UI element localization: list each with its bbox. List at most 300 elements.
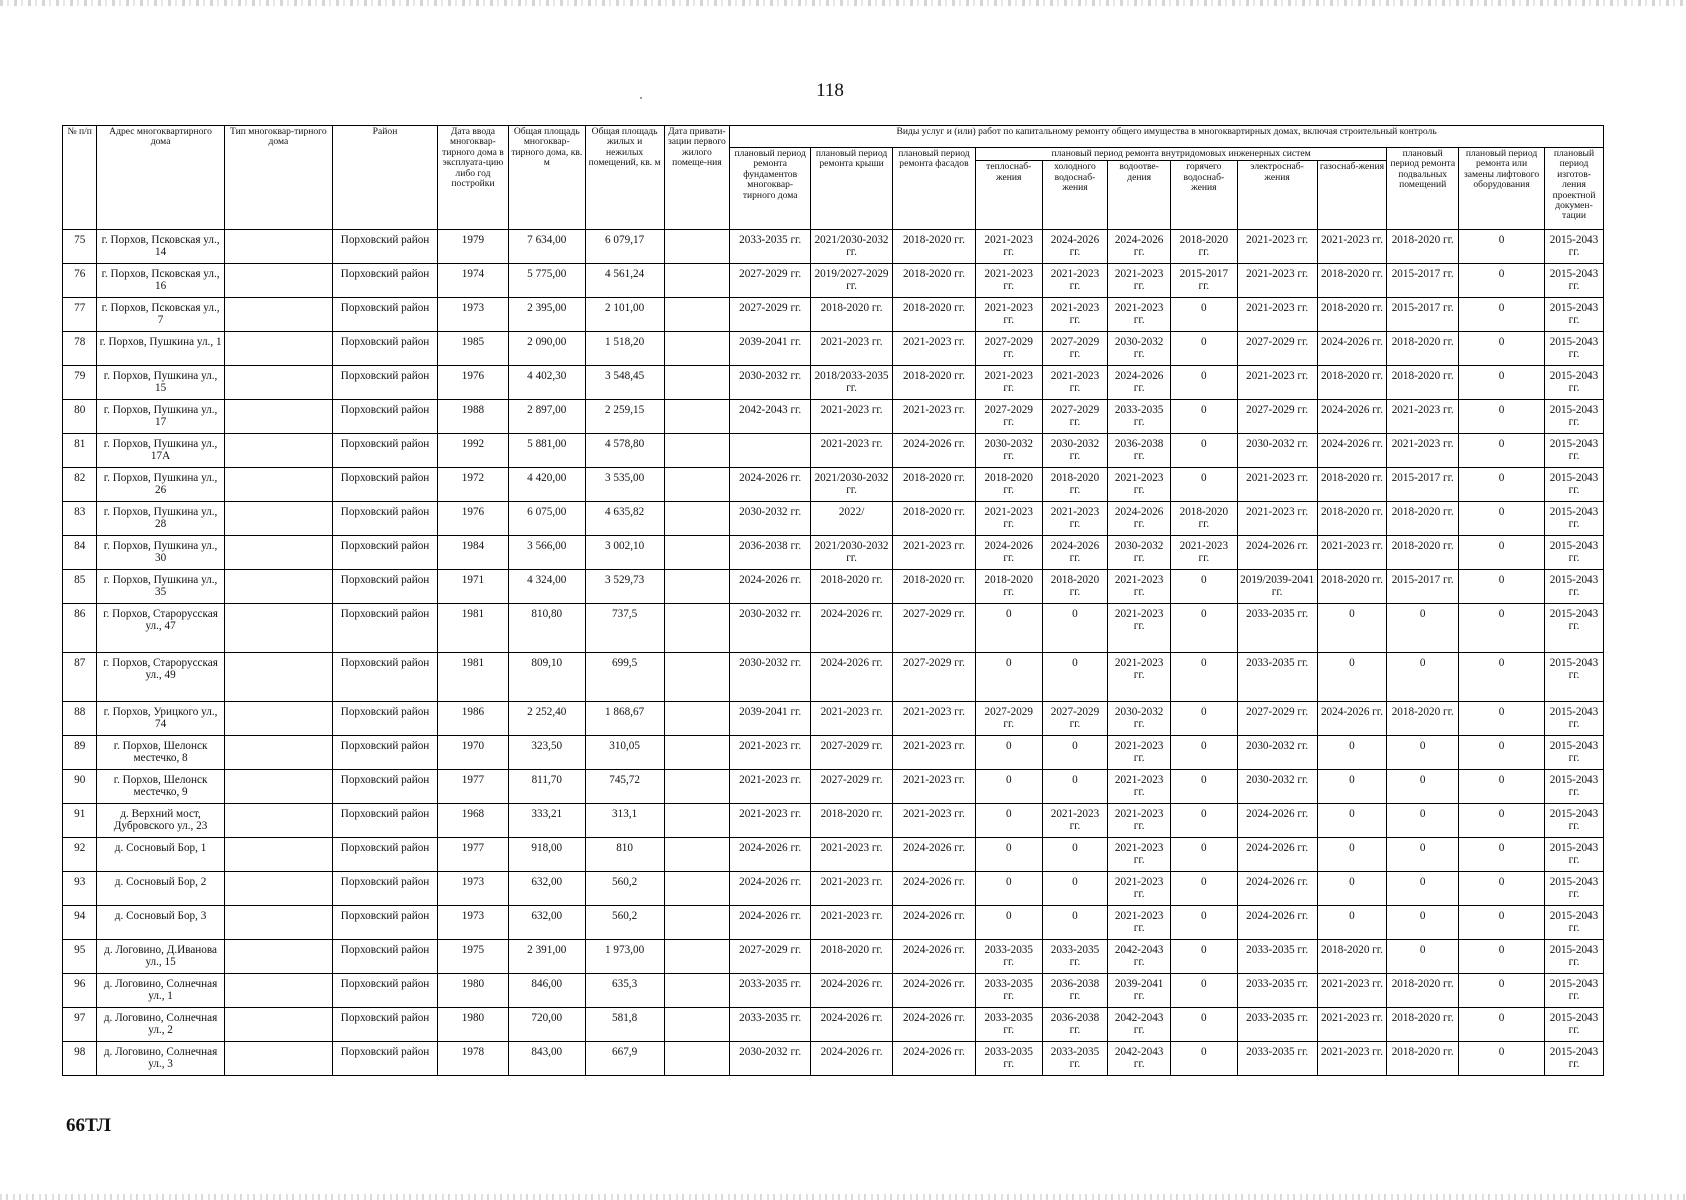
row-gas: 2024-2026 гг.	[1317, 702, 1387, 736]
row-heat: 2033-2035 гг.	[975, 1008, 1042, 1042]
row-privatization	[664, 872, 730, 906]
row-elevator: 0	[1459, 604, 1545, 653]
row-living-area: 3 002,10	[585, 536, 664, 570]
row-basement: 2018-2020 гг.	[1387, 1008, 1459, 1042]
row-total-area: 846,00	[508, 974, 585, 1008]
row-district: Порховский район	[332, 400, 437, 434]
row-roof: 2018-2020 гг.	[811, 298, 893, 332]
row-electric: 2024-2026 гг.	[1237, 536, 1317, 570]
row-elevator: 0	[1459, 468, 1545, 502]
row-design-docs: 2015-2043 гг.	[1545, 502, 1604, 536]
row-cold-water: 2036-2038 гг.	[1042, 974, 1108, 1008]
row-total-area: 843,00	[508, 1042, 585, 1076]
row-privatization	[664, 502, 730, 536]
row-foundation: 2024-2026 гг.	[730, 570, 811, 604]
row-total-area: 5 775,00	[508, 264, 585, 298]
col-foundation: плановый период ремонта фундаментов многоквар-тирного дома	[730, 148, 811, 230]
row-drainage: 2039-2041 гг.	[1108, 974, 1171, 1008]
row-privatization	[664, 468, 730, 502]
row-design-docs: 2015-2043 гг.	[1545, 570, 1604, 604]
row-basement: 2015-2017 гг.	[1387, 264, 1459, 298]
row-gas: 2018-2020 гг.	[1317, 264, 1387, 298]
table-header	[63, 126, 1604, 230]
row-drainage: 2021-2023 гг.	[1108, 298, 1171, 332]
row-cold-water: 2021-2023 гг.	[1042, 804, 1108, 838]
row-elevator: 0	[1459, 298, 1545, 332]
row-district: Порховский район	[332, 702, 437, 736]
row-total-area: 632,00	[508, 872, 585, 906]
row-gas: 2018-2020 гг.	[1317, 468, 1387, 502]
row-foundation: 2024-2026 гг.	[730, 872, 811, 906]
row-number: 95	[63, 940, 97, 974]
row-elevator: 0	[1459, 770, 1545, 804]
row-living-area: 667,9	[585, 1042, 664, 1076]
row-drainage: 2021-2023 гг.	[1108, 872, 1171, 906]
row-basement: 0	[1387, 804, 1459, 838]
row-number: 85	[63, 570, 97, 604]
row-electric: 2024-2026 гг.	[1237, 872, 1317, 906]
scan-noise-bottom	[0, 1194, 1686, 1200]
col-address: Адрес многоквартирного дома	[97, 126, 224, 230]
row-facade: 2021-2023 гг.	[893, 332, 976, 366]
col-total-area: Общая площадь многоквар-тирного дома, кв. м	[508, 126, 585, 230]
row-district: Порховский район	[332, 604, 437, 653]
row-elevator: 0	[1459, 974, 1545, 1008]
row-drainage: 2021-2023 гг.	[1108, 264, 1171, 298]
col-facade: плановый период ремонта фасадов	[893, 148, 976, 230]
row-foundation: 2024-2026 гг.	[730, 906, 811, 940]
row-basement: 0	[1387, 736, 1459, 770]
row-total-area: 4 324,00	[508, 570, 585, 604]
row-privatization	[664, 702, 730, 736]
row-electric: 2027-2029 гг.	[1237, 702, 1317, 736]
row-year: 1979	[438, 230, 509, 264]
col-type: Тип многоквар-тирного дома	[224, 126, 332, 230]
col-cold-water: холодного водоснаб-жения	[1042, 161, 1108, 230]
row-hot-water: 0	[1170, 702, 1237, 736]
row-drainage: 2021-2023 гг.	[1108, 736, 1171, 770]
row-electric: 2030-2032 гг.	[1237, 434, 1317, 468]
row-gas: 0	[1317, 804, 1387, 838]
row-district: Порховский район	[332, 570, 437, 604]
row-cold-water: 2027-2029 гг.	[1042, 702, 1108, 736]
row-district: Порховский район	[332, 230, 437, 264]
table-row	[63, 298, 1604, 332]
row-number: 91	[63, 804, 97, 838]
table-row	[63, 906, 1604, 940]
row-design-docs: 2015-2043 гг.	[1545, 838, 1604, 872]
row-total-area: 811,70	[508, 770, 585, 804]
row-type	[224, 1008, 332, 1042]
row-heat: 2027-2029 гг.	[975, 702, 1042, 736]
row-district: Порховский район	[332, 906, 437, 940]
row-total-area: 2 252,40	[508, 702, 585, 736]
row-year: 1973	[438, 906, 509, 940]
row-address: д. Верхний мост, Дубровского ул., 23	[97, 804, 224, 838]
row-hot-water: 0	[1170, 468, 1237, 502]
row-address: г. Порхов, Пушкина ул., 17А	[97, 434, 224, 468]
row-number: 75	[63, 230, 97, 264]
row-design-docs: 2015-2043 гг.	[1545, 230, 1604, 264]
row-living-area: 1 868,67	[585, 702, 664, 736]
row-privatization	[664, 838, 730, 872]
row-privatization	[664, 570, 730, 604]
row-district: Порховский район	[332, 366, 437, 400]
row-basement: 0	[1387, 940, 1459, 974]
row-gas: 2018-2020 гг.	[1317, 298, 1387, 332]
row-design-docs: 2015-2043 гг.	[1545, 974, 1604, 1008]
row-foundation: 2021-2023 гг.	[730, 736, 811, 770]
row-heat: 0	[975, 604, 1042, 653]
scan-noise-top	[0, 0, 1686, 6]
row-cold-water: 2033-2035 гг.	[1042, 1042, 1108, 1076]
row-year: 1973	[438, 298, 509, 332]
row-hot-water: 0	[1170, 770, 1237, 804]
row-elevator: 0	[1459, 940, 1545, 974]
row-heat: 0	[975, 653, 1042, 702]
row-heat: 2033-2035 гг.	[975, 1042, 1042, 1076]
row-district: Порховский район	[332, 264, 437, 298]
row-roof: 2024-2026 гг.	[811, 653, 893, 702]
row-roof: 2021-2023 гг.	[811, 872, 893, 906]
row-electric: 2033-2035 гг.	[1237, 974, 1317, 1008]
row-type	[224, 872, 332, 906]
row-drainage: 2042-2043 гг.	[1108, 1008, 1171, 1042]
row-roof: 2021/2030-2032 гг.	[811, 468, 893, 502]
table-row	[63, 1042, 1604, 1076]
row-elevator: 0	[1459, 264, 1545, 298]
row-cold-water: 2021-2023 гг.	[1042, 502, 1108, 536]
row-drainage: 2024-2026 гг.	[1108, 230, 1171, 264]
row-facade: 2021-2023 гг.	[893, 736, 976, 770]
row-living-area: 635,3	[585, 974, 664, 1008]
row-drainage: 2030-2032 гг.	[1108, 332, 1171, 366]
row-living-area: 1 518,20	[585, 332, 664, 366]
row-drainage: 2021-2023 гг.	[1108, 838, 1171, 872]
row-electric: 2024-2026 гг.	[1237, 906, 1317, 940]
row-roof: 2021-2023 гг.	[811, 906, 893, 940]
row-number: 76	[63, 264, 97, 298]
row-address: г. Порхов, Шелонск местечко, 9	[97, 770, 224, 804]
row-total-area: 2 391,00	[508, 940, 585, 974]
table-row	[63, 604, 1604, 653]
row-gas: 2018-2020 гг.	[1317, 570, 1387, 604]
col-n: № п/п	[63, 126, 97, 230]
table-row	[63, 872, 1604, 906]
row-hot-water: 0	[1170, 736, 1237, 770]
col-electric: электроснаб-жения	[1237, 161, 1317, 230]
row-type	[224, 230, 332, 264]
row-roof: 2022/	[811, 502, 893, 536]
row-type	[224, 502, 332, 536]
row-basement: 0	[1387, 770, 1459, 804]
row-design-docs: 2015-2043 гг.	[1545, 940, 1604, 974]
row-hot-water: 0	[1170, 872, 1237, 906]
table-row	[63, 702, 1604, 736]
row-living-area: 2 101,00	[585, 298, 664, 332]
col-heat: теплоснаб-жения	[975, 161, 1042, 230]
row-year: 1984	[438, 536, 509, 570]
row-gas: 0	[1317, 736, 1387, 770]
row-heat: 2033-2035 гг.	[975, 940, 1042, 974]
row-privatization	[664, 1042, 730, 1076]
table-row	[63, 838, 1604, 872]
row-total-area: 323,50	[508, 736, 585, 770]
row-drainage: 2042-2043 гг.	[1108, 1042, 1171, 1076]
row-basement: 0	[1387, 838, 1459, 872]
row-electric: 2021-2023 гг.	[1237, 298, 1317, 332]
row-electric: 2021-2023 гг.	[1237, 468, 1317, 502]
row-basement: 2018-2020 гг.	[1387, 974, 1459, 1008]
table-row	[63, 400, 1604, 434]
row-total-area: 4 402,30	[508, 366, 585, 400]
row-number: 93	[63, 872, 97, 906]
row-roof: 2024-2026 гг.	[811, 974, 893, 1008]
row-electric: 2024-2026 гг.	[1237, 804, 1317, 838]
row-foundation: 2027-2029 гг.	[730, 298, 811, 332]
row-privatization	[664, 366, 730, 400]
row-year: 1971	[438, 570, 509, 604]
row-gas: 2024-2026 гг.	[1317, 332, 1387, 366]
row-cold-water: 2027-2029 гг.	[1042, 332, 1108, 366]
row-design-docs: 2015-2043 гг.	[1545, 468, 1604, 502]
col-drainage: водоотве-дения	[1108, 161, 1171, 230]
row-number: 96	[63, 974, 97, 1008]
row-total-area: 632,00	[508, 906, 585, 940]
row-district: Порховский район	[332, 502, 437, 536]
row-gas: 2021-2023 гг.	[1317, 1008, 1387, 1042]
row-roof: 2024-2026 гг.	[811, 604, 893, 653]
row-total-area: 4 420,00	[508, 468, 585, 502]
row-privatization	[664, 940, 730, 974]
row-living-area: 4 561,24	[585, 264, 664, 298]
row-electric: 2019/2039-2041 гг.	[1237, 570, 1317, 604]
row-year: 1992	[438, 434, 509, 468]
row-total-area: 2 395,00	[508, 298, 585, 332]
row-basement: 2021-2023 гг.	[1387, 400, 1459, 434]
row-electric: 2033-2035 гг.	[1237, 604, 1317, 653]
row-type	[224, 804, 332, 838]
row-basement: 2018-2020 гг.	[1387, 332, 1459, 366]
row-district: Порховский район	[332, 434, 437, 468]
row-type	[224, 1042, 332, 1076]
row-roof: 2027-2029 гг.	[811, 770, 893, 804]
row-living-area: 1 973,00	[585, 940, 664, 974]
row-facade: 2024-2026 гг.	[893, 1042, 976, 1076]
row-basement: 2018-2020 гг.	[1387, 702, 1459, 736]
row-district: Порховский район	[332, 736, 437, 770]
row-facade: 2024-2026 гг.	[893, 906, 976, 940]
row-roof: 2021-2023 гг.	[811, 434, 893, 468]
table-row	[63, 974, 1604, 1008]
row-elevator: 0	[1459, 332, 1545, 366]
row-electric: 2021-2023 гг.	[1237, 264, 1317, 298]
row-district: Порховский район	[332, 653, 437, 702]
row-district: Порховский район	[332, 468, 437, 502]
col-hot-water: горячего водоснаб-жения	[1170, 161, 1237, 230]
row-drainage: 2030-2032 гг.	[1108, 702, 1171, 736]
row-basement: 2021-2023 гг.	[1387, 434, 1459, 468]
row-facade: 2024-2026 гг.	[893, 434, 976, 468]
row-privatization	[664, 604, 730, 653]
row-electric: 2021-2023 гг.	[1237, 502, 1317, 536]
row-cold-water: 0	[1042, 770, 1108, 804]
row-elevator: 0	[1459, 702, 1545, 736]
row-electric: 2021-2023 гг.	[1237, 366, 1317, 400]
row-privatization	[664, 804, 730, 838]
row-address: д. Логовино, Солнечная ул., 2	[97, 1008, 224, 1042]
row-living-area: 3 535,00	[585, 468, 664, 502]
row-design-docs: 2015-2043 гг.	[1545, 906, 1604, 940]
row-roof: 2021-2023 гг.	[811, 332, 893, 366]
row-basement: 2015-2017 гг.	[1387, 468, 1459, 502]
row-elevator: 0	[1459, 434, 1545, 468]
row-drainage: 2024-2026 гг.	[1108, 366, 1171, 400]
row-address: г. Порхов, Старорусская ул., 47	[97, 604, 224, 653]
row-heat: 2027-2029 гг.	[975, 400, 1042, 434]
row-roof: 2018-2020 гг.	[811, 570, 893, 604]
row-facade: 2024-2026 гг.	[893, 1008, 976, 1042]
row-privatization	[664, 230, 730, 264]
row-year: 1988	[438, 400, 509, 434]
row-cold-water: 0	[1042, 906, 1108, 940]
row-facade: 2018-2020 гг.	[893, 570, 976, 604]
row-cold-water: 2021-2023 гг.	[1042, 366, 1108, 400]
table-row	[63, 468, 1604, 502]
row-foundation: 2030-2032 гг.	[730, 653, 811, 702]
row-elevator: 0	[1459, 1008, 1545, 1042]
row-elevator: 0	[1459, 1042, 1545, 1076]
row-heat: 2018-2020 гг.	[975, 570, 1042, 604]
row-number: 84	[63, 536, 97, 570]
row-roof: 2027-2029 гг.	[811, 736, 893, 770]
row-total-area: 809,10	[508, 653, 585, 702]
row-roof: 2018-2020 гг.	[811, 940, 893, 974]
row-privatization	[664, 770, 730, 804]
row-heat: 2021-2023 гг.	[975, 366, 1042, 400]
row-facade: 2018-2020 гг.	[893, 502, 976, 536]
row-type	[224, 940, 332, 974]
row-hot-water: 0	[1170, 366, 1237, 400]
row-drainage: 2042-2043 гг.	[1108, 940, 1171, 974]
row-hot-water: 2015-2017 гг.	[1170, 264, 1237, 298]
row-address: г. Порхов, Старорусская ул., 49	[97, 653, 224, 702]
col-living-area: Общая площадь жилых и нежилых помещений, кв. м	[585, 126, 664, 230]
row-cold-water: 2021-2023 гг.	[1042, 264, 1108, 298]
row-type	[224, 838, 332, 872]
row-foundation: 2030-2032 гг.	[730, 604, 811, 653]
table-row	[63, 536, 1604, 570]
row-design-docs: 2015-2043 гг.	[1545, 736, 1604, 770]
row-design-docs: 2015-2043 гг.	[1545, 702, 1604, 736]
table-row	[63, 230, 1604, 264]
table-row	[63, 1008, 1604, 1042]
row-address: г. Порхов, Псковская ул., 16	[97, 264, 224, 298]
row-foundation: 2024-2026 гг.	[730, 838, 811, 872]
row-roof: 2024-2026 гг.	[811, 1008, 893, 1042]
row-district: Порховский район	[332, 536, 437, 570]
row-cold-water: 2018-2020 гг.	[1042, 570, 1108, 604]
row-living-area: 6 079,17	[585, 230, 664, 264]
col-design-docs: плановый период изготов-ления проектной докумен-тации	[1545, 148, 1604, 230]
row-hot-water: 0	[1170, 332, 1237, 366]
row-roof: 2018/2033-2035 гг.	[811, 366, 893, 400]
row-facade: 2021-2023 гг.	[893, 536, 976, 570]
row-foundation: 2039-2041 гг.	[730, 702, 811, 736]
row-drainage: 2024-2026 гг.	[1108, 502, 1171, 536]
row-district: Порховский район	[332, 804, 437, 838]
row-year: 1973	[438, 872, 509, 906]
row-electric: 2033-2035 гг.	[1237, 940, 1317, 974]
row-year: 1976	[438, 366, 509, 400]
row-facade: 2021-2023 гг.	[893, 804, 976, 838]
row-total-area: 2 090,00	[508, 332, 585, 366]
row-living-area: 4 635,82	[585, 502, 664, 536]
table-row	[63, 770, 1604, 804]
row-basement: 2018-2020 гг.	[1387, 536, 1459, 570]
row-year: 1981	[438, 653, 509, 702]
row-facade: 2021-2023 гг.	[893, 770, 976, 804]
row-number: 87	[63, 653, 97, 702]
row-hot-water: 2018-2020 гг.	[1170, 230, 1237, 264]
row-design-docs: 2015-2043 гг.	[1545, 434, 1604, 468]
row-facade: 2018-2020 гг.	[893, 366, 976, 400]
row-gas: 0	[1317, 604, 1387, 653]
row-living-area: 560,2	[585, 872, 664, 906]
row-heat: 0	[975, 804, 1042, 838]
row-address: г. Порхов, Пушкина ул., 35	[97, 570, 224, 604]
row-basement: 2018-2020 гг.	[1387, 502, 1459, 536]
table-row	[63, 332, 1604, 366]
row-facade: 2021-2023 гг.	[893, 400, 976, 434]
row-drainage: 2021-2023 гг.	[1108, 804, 1171, 838]
row-gas: 2024-2026 гг.	[1317, 434, 1387, 468]
row-heat: 2021-2023 гг.	[975, 264, 1042, 298]
row-cold-water: 2021-2023 гг.	[1042, 298, 1108, 332]
row-elevator: 0	[1459, 653, 1545, 702]
row-type	[224, 736, 332, 770]
row-design-docs: 2015-2043 гг.	[1545, 1042, 1604, 1076]
row-privatization	[664, 906, 730, 940]
row-design-docs: 2015-2043 гг.	[1545, 872, 1604, 906]
row-district: Порховский район	[332, 872, 437, 906]
row-type	[224, 468, 332, 502]
row-electric: 2027-2029 гг.	[1237, 400, 1317, 434]
row-heat: 2024-2026 гг.	[975, 536, 1042, 570]
row-hot-water: 0	[1170, 570, 1237, 604]
col-basement: плановый период ремонта подвальных помещений	[1387, 148, 1459, 230]
row-foundation: 2021-2023 гг.	[730, 804, 811, 838]
row-hot-water: 0	[1170, 604, 1237, 653]
row-gas: 2024-2026 гг.	[1317, 400, 1387, 434]
row-living-area: 560,2	[585, 906, 664, 940]
row-gas: 2018-2020 гг.	[1317, 502, 1387, 536]
row-privatization	[664, 332, 730, 366]
row-address: д. Сосновый Бор, 1	[97, 838, 224, 872]
row-basement: 0	[1387, 906, 1459, 940]
row-hot-water: 2021-2023 гг.	[1170, 536, 1237, 570]
row-year: 1972	[438, 468, 509, 502]
row-hot-water: 0	[1170, 838, 1237, 872]
row-design-docs: 2015-2043 гг.	[1545, 1008, 1604, 1042]
row-elevator: 0	[1459, 838, 1545, 872]
row-roof: 2021-2023 гг.	[811, 838, 893, 872]
row-type	[224, 974, 332, 1008]
row-foundation: 2042-2043 гг.	[730, 400, 811, 434]
row-year: 1985	[438, 332, 509, 366]
row-facade: 2024-2026 гг.	[893, 872, 976, 906]
row-electric: 2024-2026 гг.	[1237, 838, 1317, 872]
